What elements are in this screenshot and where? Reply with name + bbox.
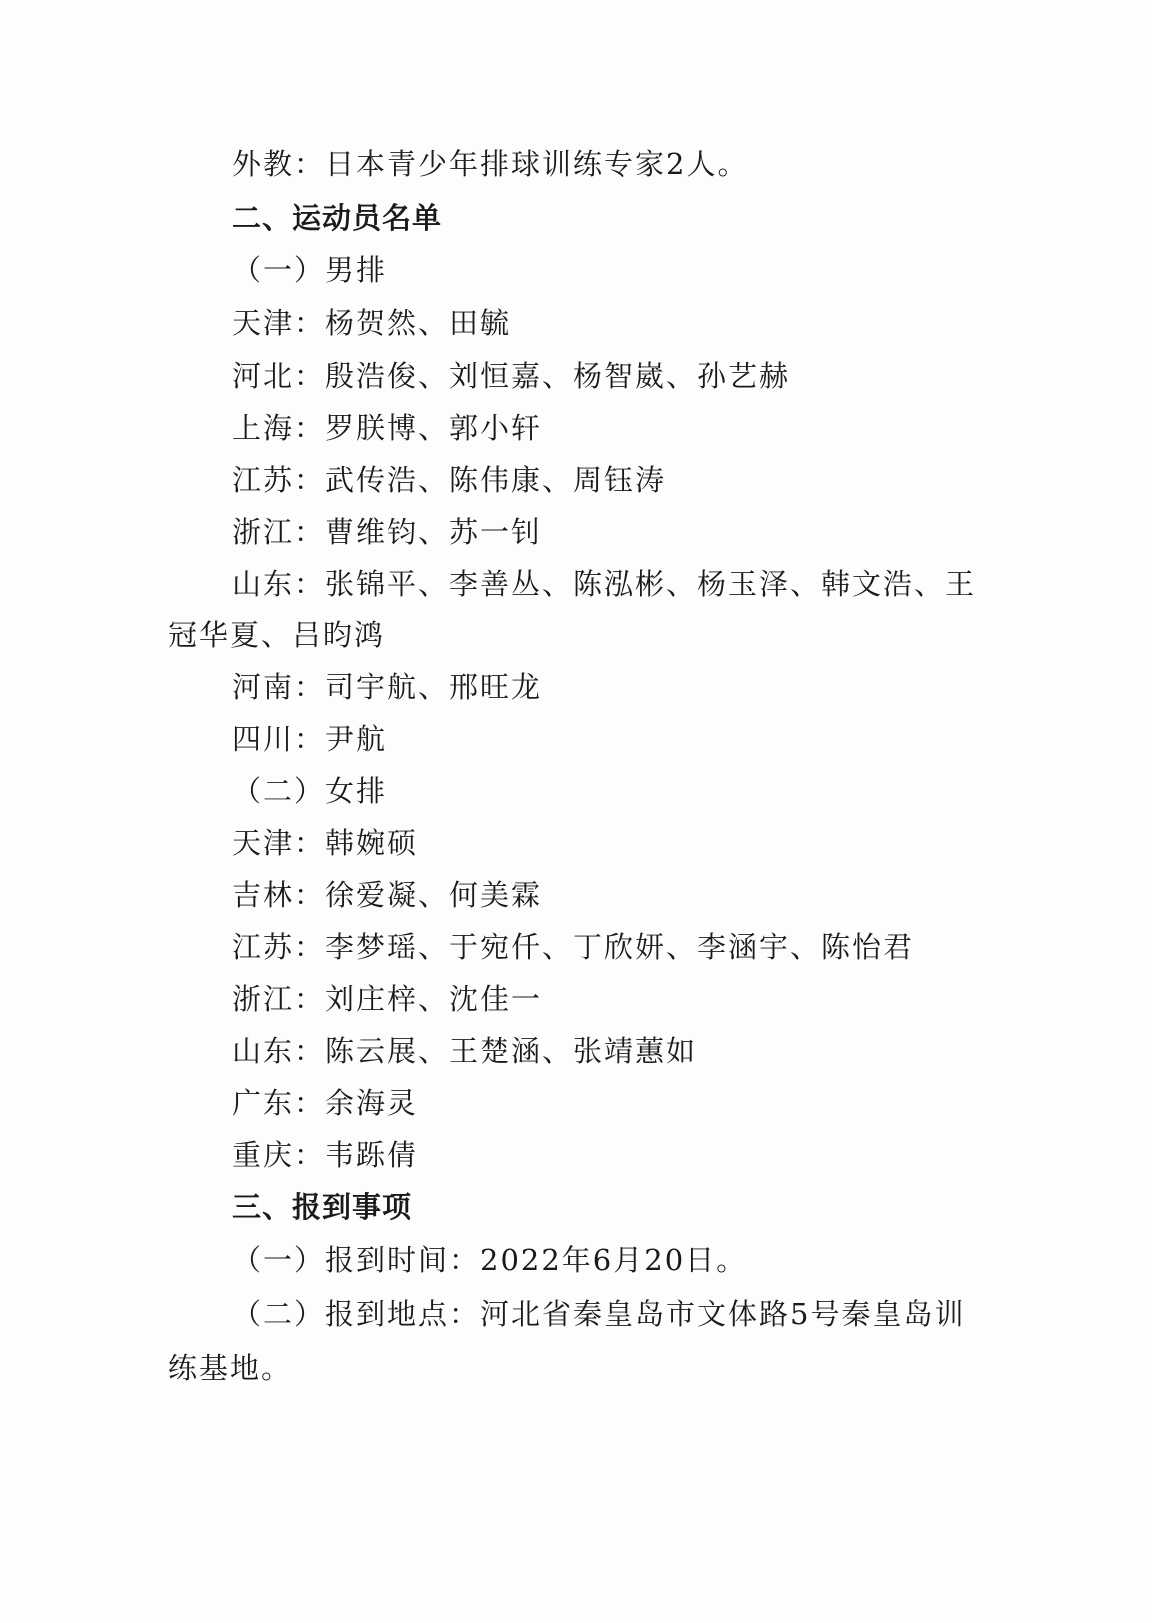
men-tianjin: 天津：杨贺然、田毓 (232, 306, 512, 340)
women-tianjin: 天津：韩婉硕 (232, 826, 419, 860)
section-heading-athletes: 二、运动员名单 (232, 201, 443, 235)
registration-place: （二）报到地点：河北省秦皇岛市文体路5号秦皇岛训 (232, 1297, 966, 1331)
women-zhejiang: 浙江：刘庄梓、沈佳一 (232, 982, 543, 1016)
men-henan: 河南：司宇航、邢旺龙 (232, 670, 543, 704)
men-jiangsu: 江苏：武传浩、陈伟康、周钰涛 (232, 463, 667, 497)
women-guangdong: 广东：余海灵 (232, 1086, 419, 1120)
subsection-women: （二）女排 (232, 774, 388, 808)
women-jilin: 吉林：徐爱凝、何美霖 (232, 878, 543, 912)
foreign-coach-line: 外教：日本青少年排球训练专家2人。 (232, 147, 749, 181)
section-heading-registration: 三、报到事项 (232, 1190, 413, 1224)
women-chongqing: 重庆：韦跞倩 (232, 1138, 419, 1172)
men-zhejiang: 浙江：曹维钧、苏一钊 (232, 515, 543, 549)
registration-place-cont: 练基地。 (168, 1351, 293, 1385)
men-shanghai: 上海：罗朕博、郭小轩 (232, 411, 543, 445)
women-shandong: 山东：陈云展、王楚涵、张靖蕙如 (232, 1034, 698, 1068)
women-jiangsu: 江苏：李梦瑶、于宛仟、丁欣妍、李涵宇、陈怡君 (232, 930, 915, 964)
men-shandong: 山东：张锦平、李善丛、陈泓彬、杨玉泽、韩文浩、王 (232, 567, 977, 601)
men-sichuan: 四川：尹航 (232, 722, 388, 756)
men-shandong-cont: 冠华夏、吕昀鸿 (168, 618, 386, 652)
men-hebei: 河北：殷浩俊、刘恒嘉、杨智崴、孙艺赫 (232, 359, 791, 393)
registration-time: （一）报到时间：2022年6月20日。 (232, 1243, 748, 1277)
subsection-men: （一）男排 (232, 253, 388, 287)
